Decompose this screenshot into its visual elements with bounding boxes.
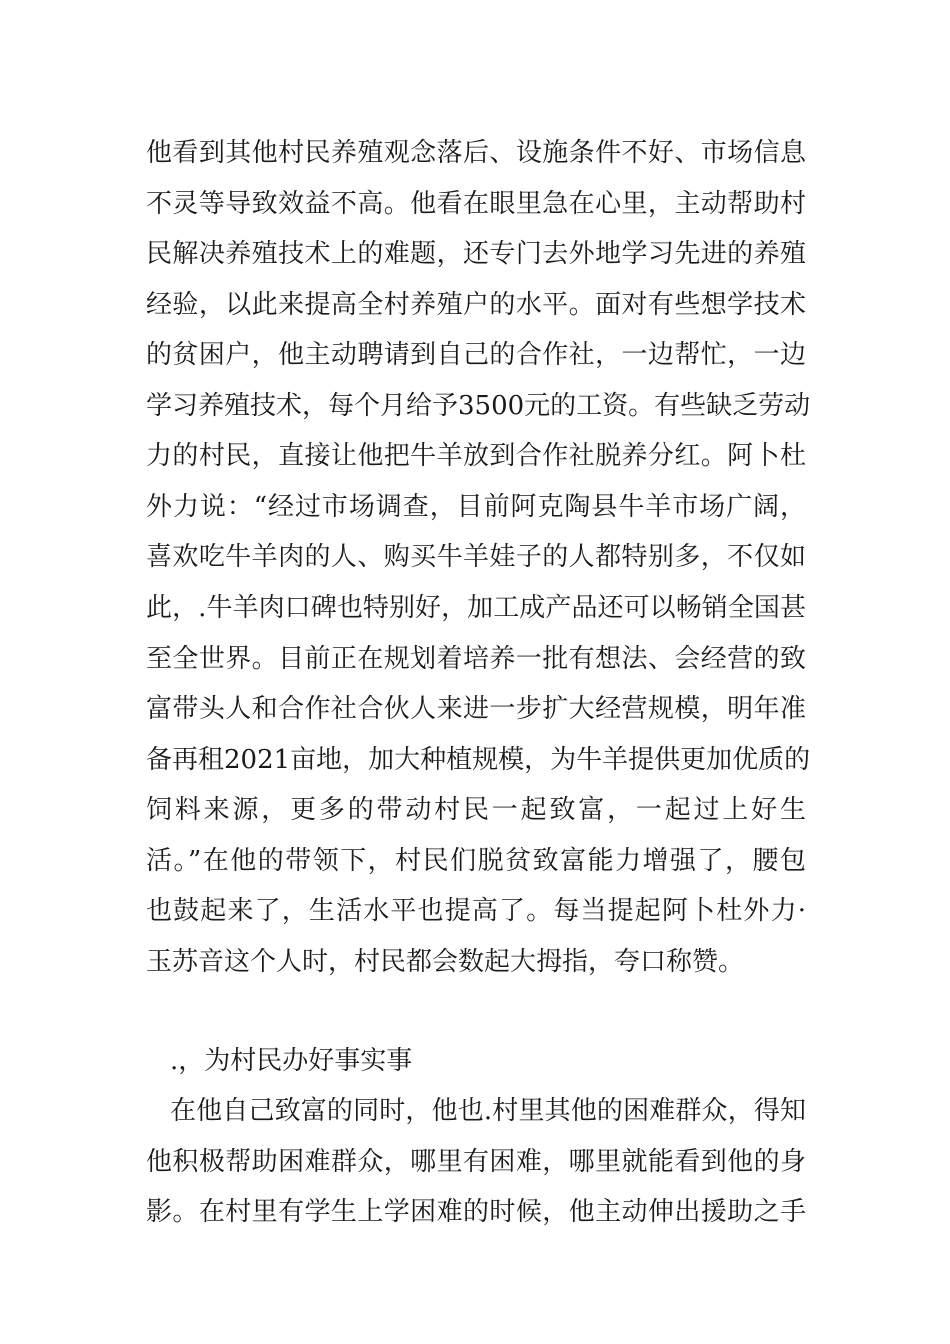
paragraph-line: 外力说：“经过市场调查，目前阿克陶县牛羊市场广阔， — [146, 492, 806, 522]
section-heading: .，为村民办好事实事 — [170, 1046, 413, 1076]
paragraph-line: 学习养殖技术，每个月给予3500元的工资。有些缺乏劳动 — [146, 391, 811, 421]
paragraph-line: 力的村民，直接让他把牛羊放到合作社脱养分红。阿卜杜 — [146, 441, 806, 471]
paragraph-line: 此，.牛羊肉口碑也特别好，加工成产品还可以畅销全国甚 — [146, 593, 806, 623]
paragraph-line: 在他自己致富的同时，他也.村里其他的困难群众，得知 — [170, 1096, 806, 1126]
paragraph-line: 活。”在他的带领下，村民们脱贫致富能力增强了，腰包 — [146, 846, 806, 876]
paragraph-line: 喜欢吃牛羊肉的人、购买牛羊娃子的人都特别多，不仅如 — [146, 542, 806, 572]
paragraph-line: 不灵等导致效益不高。他看在眼里急在心里，主动帮助村 — [146, 189, 806, 219]
paragraph-line: 经验，以此来提高全村养殖户的水平。面对有些想学技术 — [146, 290, 806, 320]
paragraph-line: 饲料来源，更多的带动村民一起致富，一起过上好生 — [146, 795, 806, 825]
paragraph-line: 富带头人和合作社合伙人来进一步扩大经营规模，明年准 — [146, 694, 806, 724]
paragraph-line: 影。在村里有学生上学困难的时候，他主动伸出援助之手 — [146, 1197, 806, 1227]
paragraph-line: 他看到其他村民养殖观念落后、设施条件不好、市场信息 — [146, 138, 806, 168]
paragraph-line: 至全世界。目前正在规划着培养一批有想法、会经营的致 — [146, 644, 806, 674]
paragraph-line: 备再租2021亩地，加大种植规模，为牛羊提供更加优质的 — [146, 745, 811, 775]
paragraph-line: 玉苏音这个人时，村民都会数起大拇指，夸口称赞。 — [146, 947, 745, 977]
paragraph-line: 的贫困户，他主动聘请到自己的合作社，一边帮忙，一边 — [146, 340, 806, 370]
paragraph-line: 他积极帮助困难群众，哪里有困难，哪里就能看到他的身 — [146, 1147, 806, 1177]
paragraph-line: 民解决养殖技术上的难题，还专门去外地学习先进的养殖 — [146, 239, 806, 269]
paragraph-line: 也鼓起来了，生活水平也提高了。每当提起阿卜杜外力· — [146, 896, 806, 926]
